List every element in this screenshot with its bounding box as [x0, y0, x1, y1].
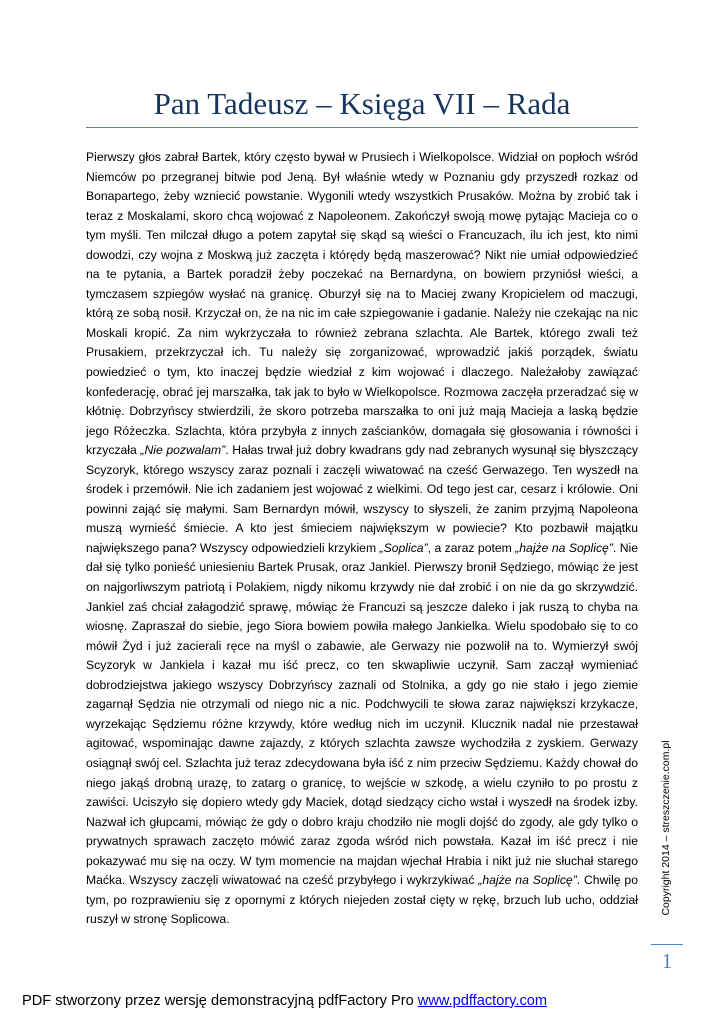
body-text-segment: , a zaraz potem — [427, 540, 516, 555]
body-text-segment: . Nie dał się tylko ponieść uniesieniu Bartek Prusak, oraz Jankiel. Pierwszy bronił Sędziego, mówiąc że jest on najgorliwszym patriotą i Polakiem, nigdy nikomu krzywdy nie dał zrobić i on nie da go skrzywdzić. Jankiel zaś chciał załagodzić sprawę, mówiąc że Francuzi są jeszcze daleko i jak ruszą to chyba na wiosnę. Zapraszał do siebie, jego Siora bowiem powiła małego Jankielka. Wielu spodobało się to co mówił Żyd i już zacierali ręce na myśl o zabawie, ale Gerwazy nie pozwolił na to. Wymierzył swój Scyzoryk w Jankiela i kazał mu iść precz, co ten skwapliwie uczynił. Sam zaczął wymieniać dobrodziejstwa jakiego wszyscy Dobrzyńscy zaznali od Stolnika, a gdy go nie stało i jego ziemie zagarnął Sędzia nie otrzymali od niego nic a nic. Podchwycili te słowa zaraz największi krzykacze, wyrzekając Sędziemu różne krzywdy, które według nich im uczynił. Klucznik nadal nie przestawał agitować, wspominając dawne zajazdy, z których szlachta zawsze wychodziła z zyskiem. Gerwazy osiągnął swój cel. Szlachta już teraz zdecydowana była iść z nim przeciw Sędziemu. Każdy chował do niego jakąś drobną urazę, to zatarg o granicę, to wejście w szkodę, a wielu czyniło to po prostu z zawiści. Uciszyło się dopiero wtedy gdy Maciek, dotąd siedzący cicho wstał i wyszedł na środek izby. Nazwał ich głupcami, mówiąc że gdy o dobro kraju chodziło nie mogli dojść do zgody, ale gdy tylko o prywatnych sprawach zaczęto mówić zaraz zgoda wśród nich powstała. Kazał im iść precz i nie pokazywać mu się na oczy. W tym momencie na majdan wjechał Hrabia i nikt już nie słuchał starego Maćka. Wszyscy zaczęli wiwatować na cześć przybyłego i wykrzykiwać — [86, 540, 638, 888]
quote-hajze-na-soplice: „hajże na Soplicę” — [515, 540, 613, 555]
document-title: Pan Tadeusz – Księga VII – Rada — [153, 86, 571, 121]
quote-soplica: „Soplica” — [379, 540, 428, 555]
quote-hajze-na-soplice: „hajże na Soplicę” — [478, 873, 577, 888]
body-text-segment: . Hałas trwał już dobry kwadrans gdy nad zebranych wysunął się błyszczący Scyzoryk, którego wszyscy zaraz poznali i zaczęli wiwatować na cześć Gerwazego. Ten wyszedł na środek i przemówił. Nie ich zadaniem jest wojować z wielkimi. Od tego jest car, cesarz i królowie. Oni powinni zająć się małymi. Sam Bernardyn mówił, wszyscy to słyszeli, że zanim przyjmą Napoleona muszą wymieść śmiecie. A kto jest śmieciem największym w powiecie? Kto pozbawił majątku największego pana? Wszyscy odpowiedzieli krzykiem — [86, 443, 638, 555]
body-paragraph — [86, 148, 638, 930]
title-underline — [86, 127, 638, 128]
body-text-segment: . Chwilę po tym, po rozprawieniu się z opornymi z których niejeden został cięty w rękę, brzuch lub ucho, oddział ruszył w stronę Soplicowa. — [86, 873, 638, 927]
pdffactory-link[interactable]: www.pdffactory.com — [417, 993, 548, 1009]
page-number: 1 — [661, 949, 673, 973]
body-text-segment: Pierwszy głos zabrał Bartek, który często bywał w Prusiech i Wielkopolsce. Widział on popłoch wśród Niemców po przegranej bitwie pod Jeną. Był właśnie wtedy w Poznaniu gdy przyszedł rozkaz od Bonapartego, żeby wzniecić powstanie. Wygonili wtedy wszystkich Prusaków. Można by zrobić tak i teraz z Moskalami, skoro chcą wojować z Napoleonem. Zakończył swoją mowę pytając Macieja co o tym myśli. Ten milczał długo a potem zapytał się skąd są wieści o Francuzach, ilu ich jest, kto nimi dowodzi, czy wojna z Moskwą już zaczęta i którędy będą maszerować? Nikt nie umiał odpowiedzieć na te pytania, a Bartek poradził żeby poczekać na Bernardyna, on bowiem przyniósł wieści, a tymczasem szpiegów wysłać na granicę. Oburzył się na to Maciej zwany Kropicielem od maczugi, którą ze sobą nosił. Krzyczał on, że na nic im całe szpiegowanie i gadanie. Należy nie czekając na nic Moskali kropić. Za nim wykrzyczała to również zebrana szlachta. Ale Bartek, którego zwali też Prusakiem, przekrzyczał ich. Tu należy się zorganizować, wprowadzić jakiś porządek, światu powiedzieć o tym, kto inaczej będzie wiedział z kim wojować i dlaczego. Należałoby zawiązać konfederację, obrać jej marszałka, tak jak to było w Wielkopolsce. Rozmowa zaczęła przeradzać się w kłótnię. Dobrzyńscy stwierdzili, że skoro potrzeba marszałka to oni już mają Macieja a laską będzie jego Różeczka. Szlachta, która przybyła z innych zaścianków, domagała się głosowania i równości i krzyczała — [86, 150, 638, 458]
copyright-notice: Copyright 2014 – streszczenie.com.pl — [660, 740, 672, 916]
pdf-footer — [22, 993, 547, 1009]
footer-text: PDF stworzony przez wersję demonstracyjną pdfFactory Pro — [22, 993, 418, 1009]
quote-nie-pozwalam: „Nie pozwalam” — [140, 443, 226, 458]
page-number-rule — [651, 944, 683, 945]
